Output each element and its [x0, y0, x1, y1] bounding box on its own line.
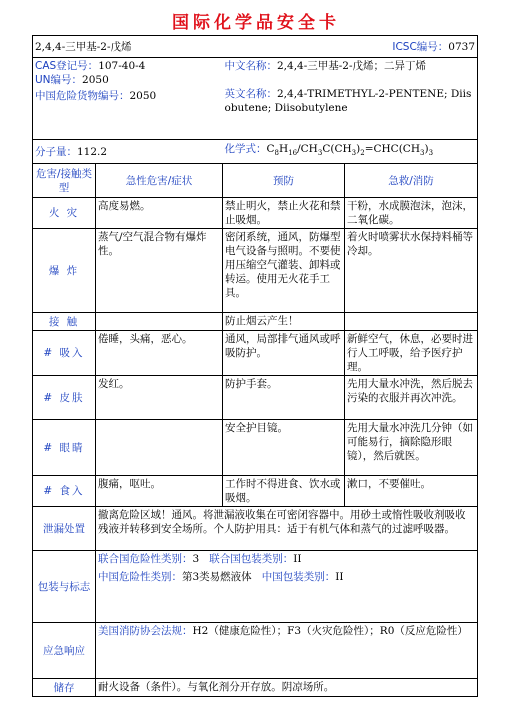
icsc-label: ICSC编号： — [392, 40, 449, 53]
category-fire: 火 灾 — [33, 198, 96, 229]
hazard-fire: 高度易燃。 — [96, 198, 223, 229]
safety-card-table — [32, 35, 478, 697]
row-emergency — [33, 623, 478, 679]
cas-number: 107-40-4 — [98, 60, 146, 72]
formula-row — [33, 140, 478, 164]
first-aid-contact — [345, 313, 478, 331]
packaging-label: 包装与标志 — [33, 551, 96, 623]
header-hazard: 急性危害/症状 — [96, 164, 223, 198]
first-aid-eyes: 先用大量水冲洗几分钟（如可能易行，摘除隐形眼镜），然后就医。 — [345, 420, 478, 476]
cas-label: CAS登记号： — [35, 60, 99, 72]
identity-row — [33, 58, 478, 140]
category-ingestion: # 食入 — [33, 476, 96, 507]
row-eyes — [33, 420, 478, 476]
un-pack-label: 联合国包装类别： — [209, 553, 294, 565]
row-explosion — [33, 229, 478, 313]
cn-class-label: 中国危险性类别： — [98, 571, 182, 583]
category-contact: 接 触 — [33, 313, 96, 331]
mw-value: 112.2 — [77, 145, 108, 158]
row-packaging — [33, 551, 478, 623]
category-eyes: # 眼睛 — [33, 420, 96, 476]
row-ingestion — [33, 476, 478, 507]
category-explosion: 爆 炸 — [33, 229, 96, 313]
row-spill — [33, 507, 478, 551]
cn-pack-value: II — [335, 571, 344, 583]
row-contact — [33, 313, 478, 331]
page-title: 国际化学品安全卡 — [172, 13, 340, 33]
un-number-label: UN编号： — [35, 74, 83, 86]
prevention-ingestion: 工作时不得进食、饮水或吸烟。 — [223, 476, 345, 507]
hazard-inhalation: 倦睡，头痛，恶心。 — [96, 331, 223, 376]
prevention-fire: 禁止明火，禁止火花和禁止吸烟。 — [223, 198, 345, 229]
first-aid-inhalation: 新鲜空气，休息，必要时进行人工呼吸，给予医疗护理。 — [345, 331, 478, 376]
nfpa-value: H2（健康危险性）；F3（火灾危险性）；R0（反应危险性） — [192, 625, 468, 637]
storage-label: 储存 — [33, 679, 96, 697]
mw-label: 分子量： — [35, 145, 77, 158]
icsc-number: 0737 — [448, 40, 476, 53]
cn-class-value: 第3类易燃液体 — [182, 571, 252, 583]
un-number: 2050 — [82, 74, 109, 86]
storage-text: 耐火设备（条件）。与氧化剂分开存放。阴凉场所。 — [96, 679, 478, 697]
hazard-ingestion: 腹痛，呕吐。 — [96, 476, 223, 507]
cn-name-label: 中文名称： — [224, 60, 277, 72]
prevention-contact: 防止烟云产生！ — [223, 313, 345, 331]
first-aid-skin: 先用大量水冲洗，然后脱去污染的衣服并再次冲洗。 — [345, 376, 478, 420]
spill-text: 撤离危险区域！通风。将泄漏液收集在可密闭容器中。用砂土或惰性吸收剂吸收残液并转移到安全场所。个人防护用具：适于有机气体和蒸气的过滤呼吸器。 — [96, 507, 478, 551]
en-name-value: 2,4,4-TRIMETHYL-2-PENTENE; Diisobutene; Diisobutylene — [224, 88, 472, 114]
row-inhalation — [33, 331, 478, 376]
compound-name: 2,4,4-三甲基-2-戊烯 — [35, 40, 132, 53]
chemical-formula: $C_8H_{16}/CH_3C(CH_3)_2=CHC(CH_3)_3$ — [266, 143, 434, 158]
prevention-explosion: 密闭系统，通风，防爆型电气设备与照明。不要使用压缩空气灌装、卸料或转运。使用无火花手工具。 — [223, 229, 345, 313]
hazard-skin: 发红。 — [96, 376, 223, 420]
category-inhalation: # 吸入 — [33, 331, 96, 376]
formula-label: 化学式： — [224, 143, 267, 156]
row-storage — [33, 679, 478, 697]
first-aid-ingestion: 漱口，不要催吐。 — [345, 476, 478, 507]
hazard-contact — [96, 313, 223, 331]
hazard-explosion: 蒸气/空气混合物有爆炸性。 — [96, 229, 223, 313]
emergency-label: 应急响应 — [33, 623, 96, 679]
row-fire — [33, 198, 478, 229]
prevention-eyes: 安全护目镜。 — [223, 420, 345, 476]
nfpa-label: 美国消防协会法规： — [98, 625, 193, 637]
row-skin — [33, 376, 478, 420]
un-class-label: 联合国危险性类别： — [98, 553, 193, 565]
first-aid-fire: 干粉，水成膜泡沫，泡沫，二氧化碳。 — [345, 198, 478, 229]
un-class-value: 3 — [192, 553, 200, 565]
un-pack-value: II — [293, 553, 302, 565]
category-skin: # 皮肤 — [33, 376, 96, 420]
spill-label: 泄漏处置 — [33, 507, 96, 551]
first-aid-explosion: 着火时喷雾状水保持料桶等冷却。 — [345, 229, 478, 313]
name-row — [33, 36, 478, 58]
header-prevention: 预防 — [223, 164, 345, 198]
cn-pack-label: 中国包装类别： — [261, 571, 336, 583]
header-category: 危害/接触类型 — [33, 164, 96, 198]
hazard-eyes — [96, 420, 223, 476]
cn-danger-label: 中国危险货物编号： — [35, 90, 130, 102]
prevention-skin: 防护手套。 — [223, 376, 345, 420]
header-first-aid: 急救/消防 — [345, 164, 478, 198]
prevention-inhalation: 通风，局部排气通风或呼吸防护。 — [223, 331, 345, 376]
header-row — [33, 164, 478, 198]
cn-name-value: 2,4,4-三甲基-2-戊烯；二异丁烯 — [277, 60, 427, 72]
cn-danger-number: 2050 — [129, 90, 157, 102]
en-name-label: 英文名称： — [224, 88, 277, 100]
